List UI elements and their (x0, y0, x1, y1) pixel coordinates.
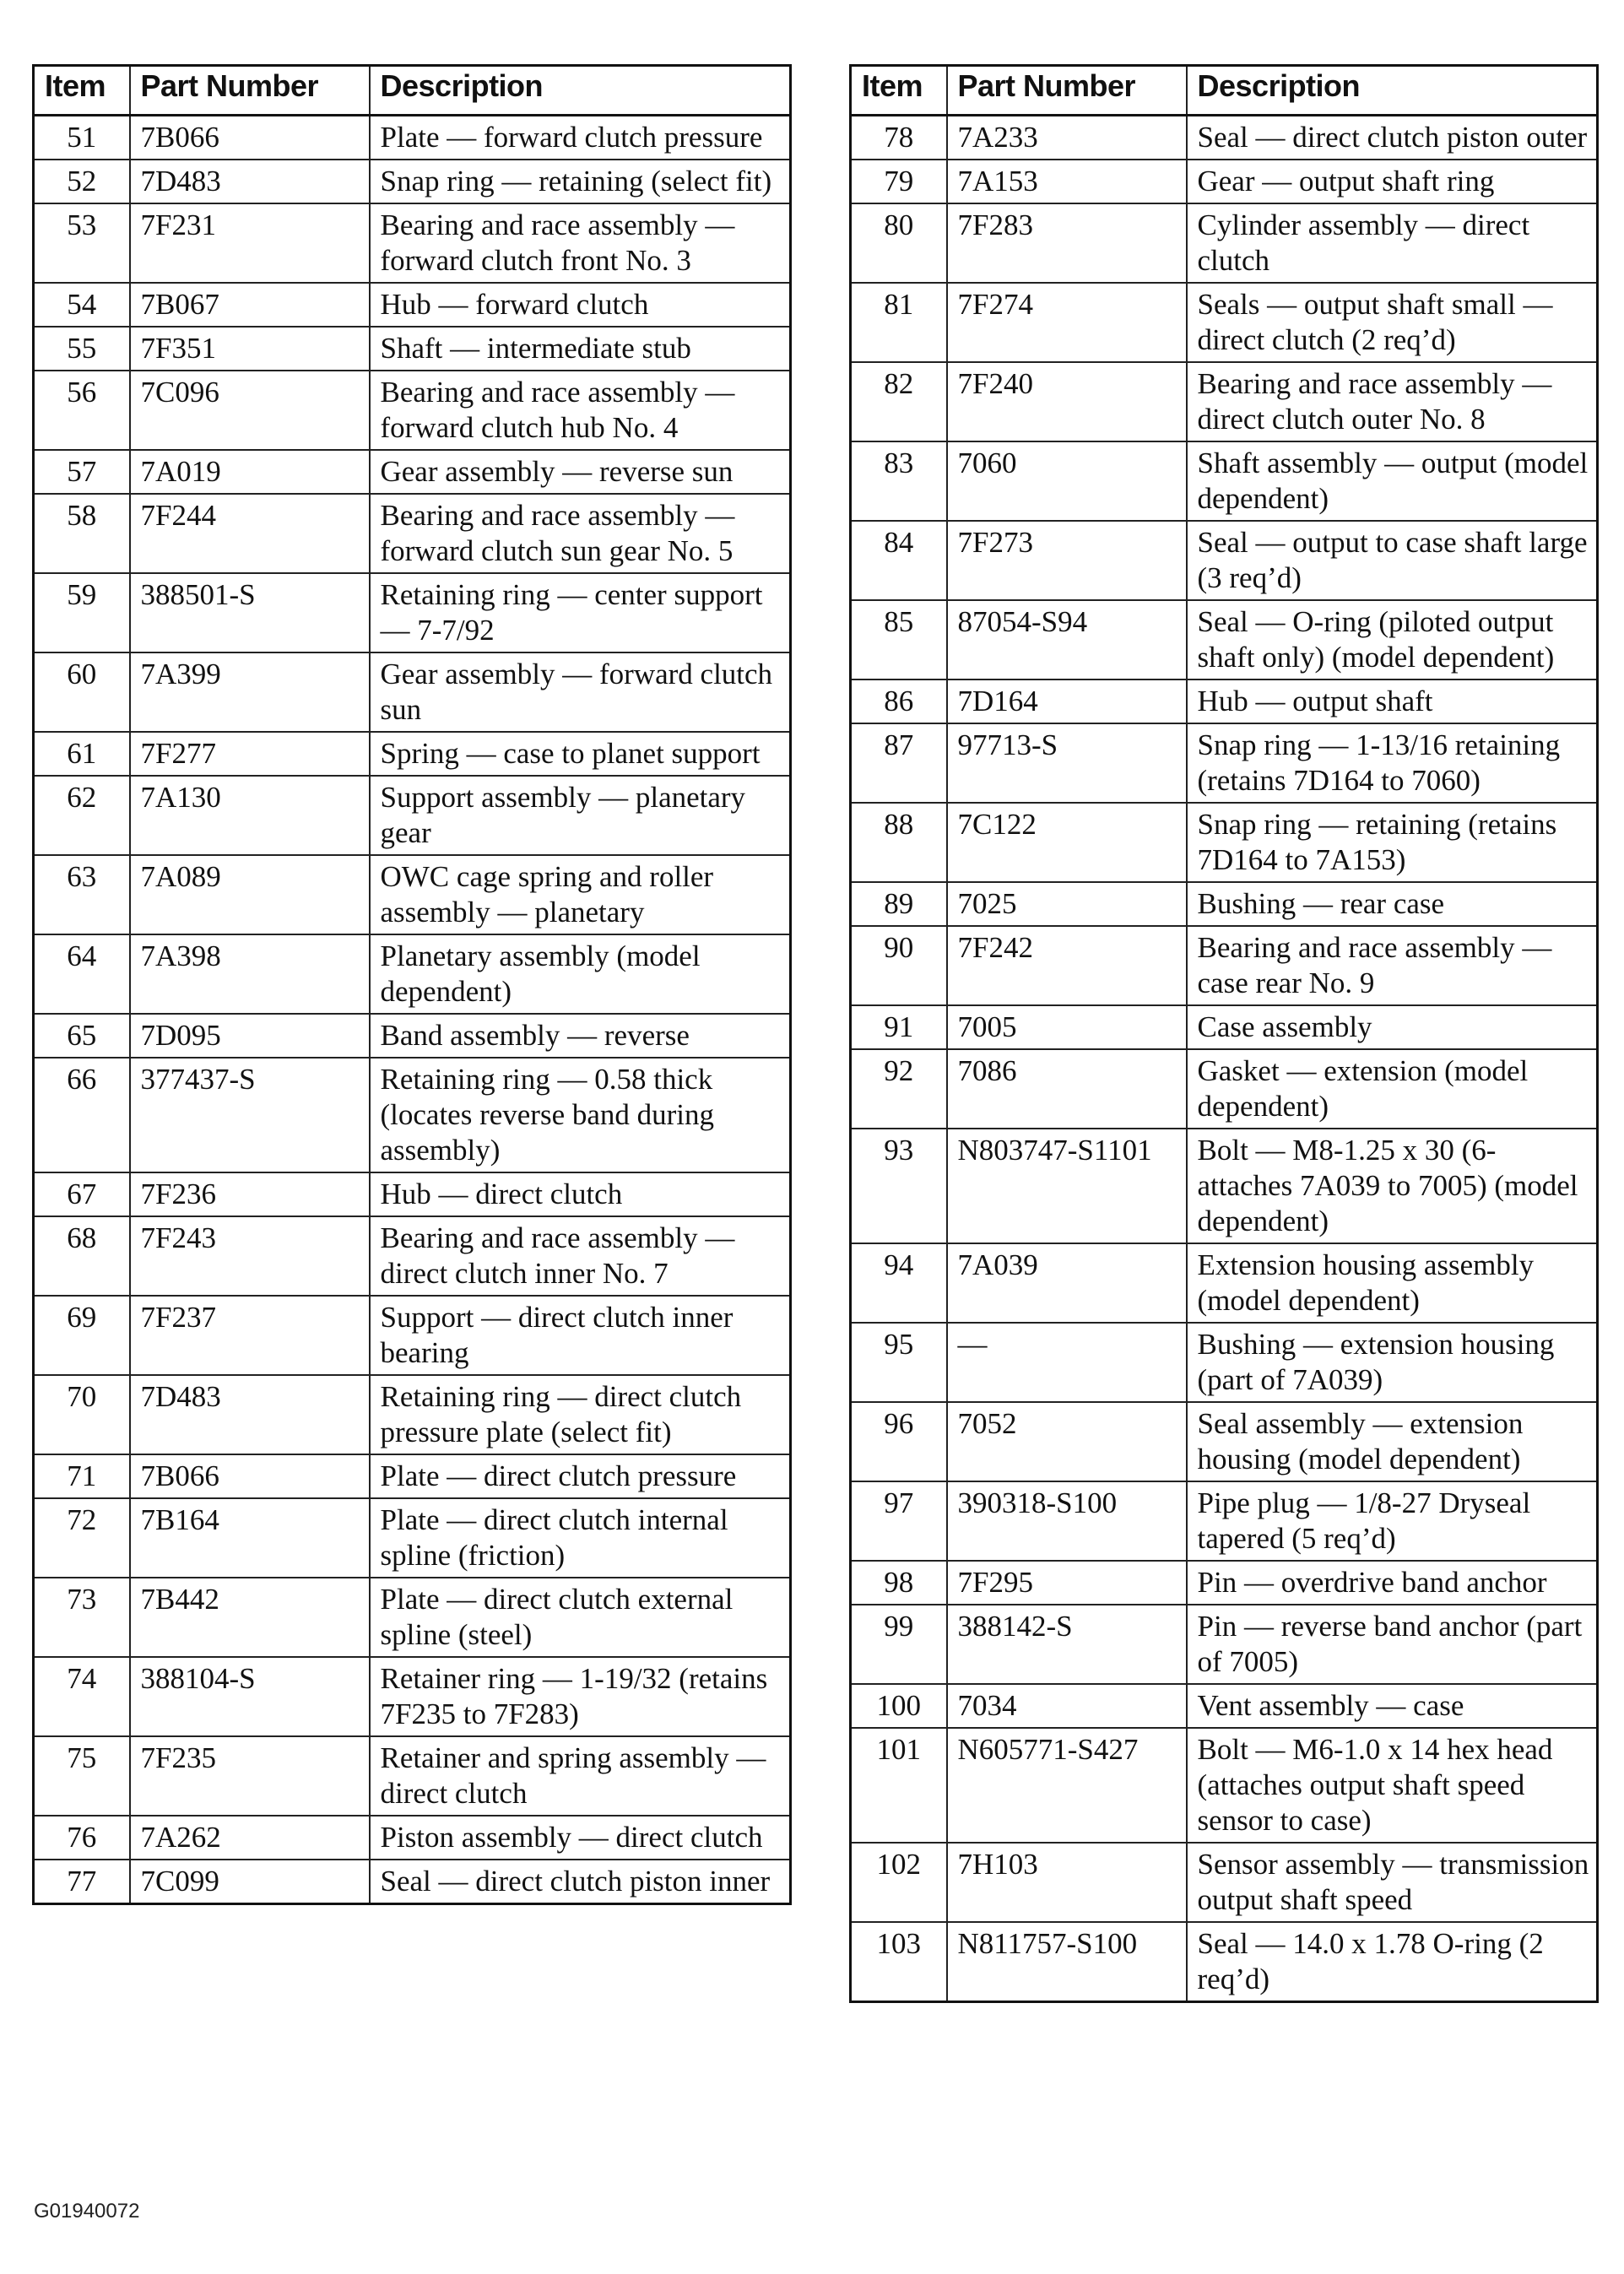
part-number-cell: 388104-S (130, 1657, 370, 1736)
item-cell: 103 (851, 1922, 947, 2002)
description-cell: Sensor assembly — transmission output shaft speed (1187, 1843, 1598, 1922)
table-row (851, 203, 1598, 283)
item-cell: 100 (851, 1684, 947, 1728)
description-cell: Hub — forward clutch (370, 283, 791, 327)
part-number-cell: 7D483 (130, 1375, 370, 1454)
part-number-cell: 388142-S (947, 1605, 1187, 1684)
description-cell: Gasket — extension (model dependent) (1187, 1049, 1598, 1129)
part-number-cell: 7F274 (947, 283, 1187, 362)
description-cell: Gear assembly — forward clutch sun (370, 652, 791, 732)
description-cell: Plate — direct clutch internal spline (friction) (370, 1498, 791, 1578)
part-number-cell: 7A039 (947, 1243, 1187, 1323)
description-cell: Spring — case to planet support (370, 732, 791, 776)
table-row (34, 327, 791, 371)
table-row (34, 1014, 791, 1058)
part-number-cell: 7060 (947, 441, 1187, 521)
description-cell: Retainer ring — 1-19/32 (retains 7F235 to 7F283) (370, 1657, 791, 1736)
description-cell: Seal assembly — extension housing (model dependent) (1187, 1402, 1598, 1481)
item-cell: 82 (851, 362, 947, 441)
table-row (34, 1498, 791, 1578)
part-number-cell: 7034 (947, 1684, 1187, 1728)
table-row (851, 1005, 1598, 1049)
header-part-number: Part Number (130, 66, 370, 116)
item-cell: 76 (34, 1816, 130, 1860)
item-cell: 51 (34, 116, 130, 160)
item-cell: 68 (34, 1216, 130, 1296)
item-cell: 89 (851, 882, 947, 926)
table-row (851, 1684, 1598, 1728)
item-cell: 98 (851, 1561, 947, 1605)
description-cell: Vent assembly — case (1187, 1684, 1598, 1728)
item-cell: 90 (851, 926, 947, 1005)
item-cell: 53 (34, 203, 130, 283)
part-number-cell: 7F283 (947, 203, 1187, 283)
part-number-cell: 7025 (947, 882, 1187, 926)
description-cell: Bearing and race assembly — direct clutch outer No. 8 (1187, 362, 1598, 441)
table-row (851, 926, 1598, 1005)
description-cell: Piston assembly — direct clutch (370, 1816, 791, 1860)
table-row (34, 1736, 791, 1816)
part-number-cell: 7D164 (947, 679, 1187, 723)
table-row (34, 450, 791, 494)
item-cell: 58 (34, 494, 130, 573)
table-row (851, 1323, 1598, 1402)
part-number-cell: 7F295 (947, 1561, 1187, 1605)
item-cell: 95 (851, 1323, 947, 1402)
description-cell: Bearing and race assembly — forward clutch front No. 3 (370, 203, 791, 283)
table-row (851, 362, 1598, 441)
table-row (851, 521, 1598, 600)
description-cell: Bearing and race assembly — forward clutch sun gear No. 5 (370, 494, 791, 573)
table-row (34, 652, 791, 732)
item-cell: 57 (34, 450, 130, 494)
table-row (851, 803, 1598, 882)
item-cell: 101 (851, 1728, 947, 1843)
item-cell: 72 (34, 1498, 130, 1578)
table-row (34, 283, 791, 327)
part-number-cell: 7F231 (130, 203, 370, 283)
description-cell: Shaft assembly — output (model dependent) (1187, 441, 1598, 521)
table-row (851, 283, 1598, 362)
table-row (34, 371, 791, 450)
part-number-cell: 388501-S (130, 573, 370, 652)
table-row (34, 1058, 791, 1172)
item-cell: 73 (34, 1578, 130, 1657)
item-cell: 91 (851, 1005, 947, 1049)
header-item: Item (34, 66, 130, 116)
table-row (851, 1129, 1598, 1243)
table-row (34, 494, 791, 573)
part-number-cell: 7B067 (130, 283, 370, 327)
table-row (851, 1481, 1598, 1561)
table-row (851, 1728, 1598, 1843)
part-number-cell: 7A233 (947, 116, 1187, 160)
part-number-cell: N803747-S1101 (947, 1129, 1187, 1243)
table-row (34, 1816, 791, 1860)
item-cell: 63 (34, 855, 130, 934)
table-row (34, 934, 791, 1014)
table-row (34, 116, 791, 160)
item-cell: 88 (851, 803, 947, 882)
table-row (34, 573, 791, 652)
item-cell: 61 (34, 732, 130, 776)
description-cell: Planetary assembly (model dependent) (370, 934, 791, 1014)
table-row (34, 732, 791, 776)
part-number-cell: 7052 (947, 1402, 1187, 1481)
table-row (851, 1561, 1598, 1605)
item-cell: 83 (851, 441, 947, 521)
description-cell: Gear assembly — reverse sun (370, 450, 791, 494)
description-cell: Bolt — M6-1.0 x 14 hex head (attaches output shaft speed sensor to case) (1187, 1728, 1598, 1843)
item-cell: 93 (851, 1129, 947, 1243)
description-cell: Cylinder assembly — direct clutch (1187, 203, 1598, 283)
part-number-cell: 390318-S100 (947, 1481, 1187, 1561)
item-cell: 102 (851, 1843, 947, 1922)
part-number-cell: 7A153 (947, 160, 1187, 203)
part-number-cell: 7F243 (130, 1216, 370, 1296)
description-cell: Seal — O-ring (piloted output shaft only) (model dependent) (1187, 600, 1598, 679)
description-cell: Bolt — M8-1.25 x 30 (6-attaches 7A039 to 7005) (model dependent) (1187, 1129, 1598, 1243)
description-cell: Pin — reverse band anchor (part of 7005) (1187, 1605, 1598, 1684)
description-cell: Support — direct clutch inner bearing (370, 1296, 791, 1375)
description-cell: Bushing — rear case (1187, 882, 1598, 926)
item-cell: 64 (34, 934, 130, 1014)
part-number-cell: 97713-S (947, 723, 1187, 803)
item-cell: 67 (34, 1172, 130, 1216)
part-number-cell: 7B164 (130, 1498, 370, 1578)
table-row (851, 1049, 1598, 1129)
part-number-cell: 87054-S94 (947, 600, 1187, 679)
description-cell: Shaft — intermediate stub (370, 327, 791, 371)
part-number-cell: 7D483 (130, 160, 370, 203)
description-cell: Extension housing assembly (model dependent) (1187, 1243, 1598, 1323)
description-cell: Seal — direct clutch piston outer (1187, 116, 1598, 160)
table-row (34, 855, 791, 934)
item-cell: 69 (34, 1296, 130, 1375)
part-number-cell: 7C122 (947, 803, 1187, 882)
description-cell: Bearing and race assembly — direct clutch inner No. 7 (370, 1216, 791, 1296)
table-body (851, 116, 1598, 2002)
part-number-cell: 7C099 (130, 1860, 370, 1904)
description-cell: Pin — overdrive band anchor (1187, 1561, 1598, 1605)
part-number-cell: 7D095 (130, 1014, 370, 1058)
table-row (34, 160, 791, 203)
part-number-cell: 7A399 (130, 652, 370, 732)
description-cell: Snap ring — retaining (select fit) (370, 160, 791, 203)
part-number-cell: 7B066 (130, 1454, 370, 1498)
description-cell: Bearing and race assembly — case rear No. 9 (1187, 926, 1598, 1005)
description-cell: Retaining ring — 0.58 thick (locates reverse band during assembly) (370, 1058, 791, 1172)
item-cell: 75 (34, 1736, 130, 1816)
item-cell: 80 (851, 203, 947, 283)
item-cell: 97 (851, 1481, 947, 1561)
description-cell: Bushing — extension housing (part of 7A039) (1187, 1323, 1598, 1402)
part-number-cell: 7A262 (130, 1816, 370, 1860)
part-number-cell: N811757-S100 (947, 1922, 1187, 2002)
table-row (851, 1402, 1598, 1481)
table-row (851, 160, 1598, 203)
part-number-cell: 7F242 (947, 926, 1187, 1005)
header-item: Item (851, 66, 947, 116)
part-number-cell: 7F273 (947, 521, 1187, 600)
description-cell: Seal — output to case shaft large (3 req’d) (1187, 521, 1598, 600)
part-number-cell: 7B442 (130, 1578, 370, 1657)
item-cell: 94 (851, 1243, 947, 1323)
header-row (851, 66, 1598, 116)
part-number-cell: — (947, 1323, 1187, 1402)
description-cell: Snap ring — retaining (retains 7D164 to 7A153) (1187, 803, 1598, 882)
part-number-cell: 7H103 (947, 1843, 1187, 1922)
item-cell: 54 (34, 283, 130, 327)
item-cell: 77 (34, 1860, 130, 1904)
description-cell: Support assembly — planetary gear (370, 776, 791, 855)
part-number-cell: 377437-S (130, 1058, 370, 1172)
parts-table-left (32, 64, 792, 1905)
part-number-cell: 7C096 (130, 371, 370, 450)
table-row (851, 116, 1598, 160)
item-cell: 78 (851, 116, 947, 160)
item-cell: 74 (34, 1657, 130, 1736)
description-cell: Plate — direct clutch pressure (370, 1454, 791, 1498)
item-cell: 87 (851, 723, 947, 803)
table-row (851, 723, 1598, 803)
item-cell: 55 (34, 327, 130, 371)
item-cell: 81 (851, 283, 947, 362)
part-number-cell: 7F351 (130, 327, 370, 371)
description-cell: Pipe plug — 1/8-27 Dryseal tapered (5 req’d) (1187, 1481, 1598, 1561)
item-cell: 59 (34, 573, 130, 652)
description-cell: Retainer and spring assembly — direct clutch (370, 1736, 791, 1816)
part-number-cell: 7F237 (130, 1296, 370, 1375)
item-cell: 62 (34, 776, 130, 855)
table-row (34, 1860, 791, 1904)
item-cell: 66 (34, 1058, 130, 1172)
item-cell: 71 (34, 1454, 130, 1498)
part-number-cell: 7F277 (130, 732, 370, 776)
description-cell: Seals — output shaft small — direct clutch (2 req’d) (1187, 283, 1598, 362)
item-cell: 92 (851, 1049, 947, 1129)
table-row (34, 203, 791, 283)
table-row (851, 1605, 1598, 1684)
table-row (851, 441, 1598, 521)
part-number-cell: 7A019 (130, 450, 370, 494)
part-number-cell: 7B066 (130, 116, 370, 160)
description-cell: Gear — output shaft ring (1187, 160, 1598, 203)
description-cell: Band assembly — reverse (370, 1014, 791, 1058)
table-row (851, 1922, 1598, 2002)
description-cell: Hub — direct clutch (370, 1172, 791, 1216)
table-row (851, 1843, 1598, 1922)
item-cell: 56 (34, 371, 130, 450)
table-row (34, 1657, 791, 1736)
part-number-cell: 7A089 (130, 855, 370, 934)
description-cell: Case assembly (1187, 1005, 1598, 1049)
description-cell: Plate — direct clutch external spline (steel) (370, 1578, 791, 1657)
description-cell: Hub — output shaft (1187, 679, 1598, 723)
table-row (851, 1243, 1598, 1323)
table-row (34, 1216, 791, 1296)
item-cell: 60 (34, 652, 130, 732)
item-cell: 85 (851, 600, 947, 679)
part-number-cell: N605771-S427 (947, 1728, 1187, 1843)
item-cell: 99 (851, 1605, 947, 1684)
table-row (34, 1578, 791, 1657)
parts-table-right (849, 64, 1599, 2003)
table-row (34, 1454, 791, 1498)
part-number-cell: 7005 (947, 1005, 1187, 1049)
part-number-cell: 7086 (947, 1049, 1187, 1129)
table-row (851, 600, 1598, 679)
header-part-number: Part Number (947, 66, 1187, 116)
item-cell: 96 (851, 1402, 947, 1481)
table-row (34, 1172, 791, 1216)
table-body (34, 116, 791, 1904)
description-cell: Snap ring — 1-13/16 retaining (retains 7D164 to 7060) (1187, 723, 1598, 803)
part-number-cell: 7A130 (130, 776, 370, 855)
part-number-cell: 7F236 (130, 1172, 370, 1216)
item-cell: 79 (851, 160, 947, 203)
description-cell: Seal — 14.0 x 1.78 O-ring (2 req’d) (1187, 1922, 1598, 2002)
description-cell: Retaining ring — direct clutch pressure plate (select fit) (370, 1375, 791, 1454)
table-row (34, 1296, 791, 1375)
table-row (34, 776, 791, 855)
part-number-cell: 7F240 (947, 362, 1187, 441)
part-number-cell: 7F235 (130, 1736, 370, 1816)
part-number-cell: 7A398 (130, 934, 370, 1014)
table-row (851, 882, 1598, 926)
description-cell: Retaining ring — center support — 7-7/92 (370, 573, 791, 652)
description-cell: Seal — direct clutch piston inner (370, 1860, 791, 1904)
item-cell: 65 (34, 1014, 130, 1058)
item-cell: 86 (851, 679, 947, 723)
header-description: Description (370, 66, 791, 116)
table-row (851, 679, 1598, 723)
item-cell: 70 (34, 1375, 130, 1454)
item-cell: 84 (851, 521, 947, 600)
part-number-cell: 7F244 (130, 494, 370, 573)
figure-code: G01940072 (34, 2200, 140, 2223)
header-description: Description (1187, 66, 1598, 116)
description-cell: OWC cage spring and roller assembly — planetary (370, 855, 791, 934)
item-cell: 52 (34, 160, 130, 203)
description-cell: Plate — forward clutch pressure (370, 116, 791, 160)
header-row (34, 66, 791, 116)
description-cell: Bearing and race assembly — forward clutch hub No. 4 (370, 371, 791, 450)
table-row (34, 1375, 791, 1454)
